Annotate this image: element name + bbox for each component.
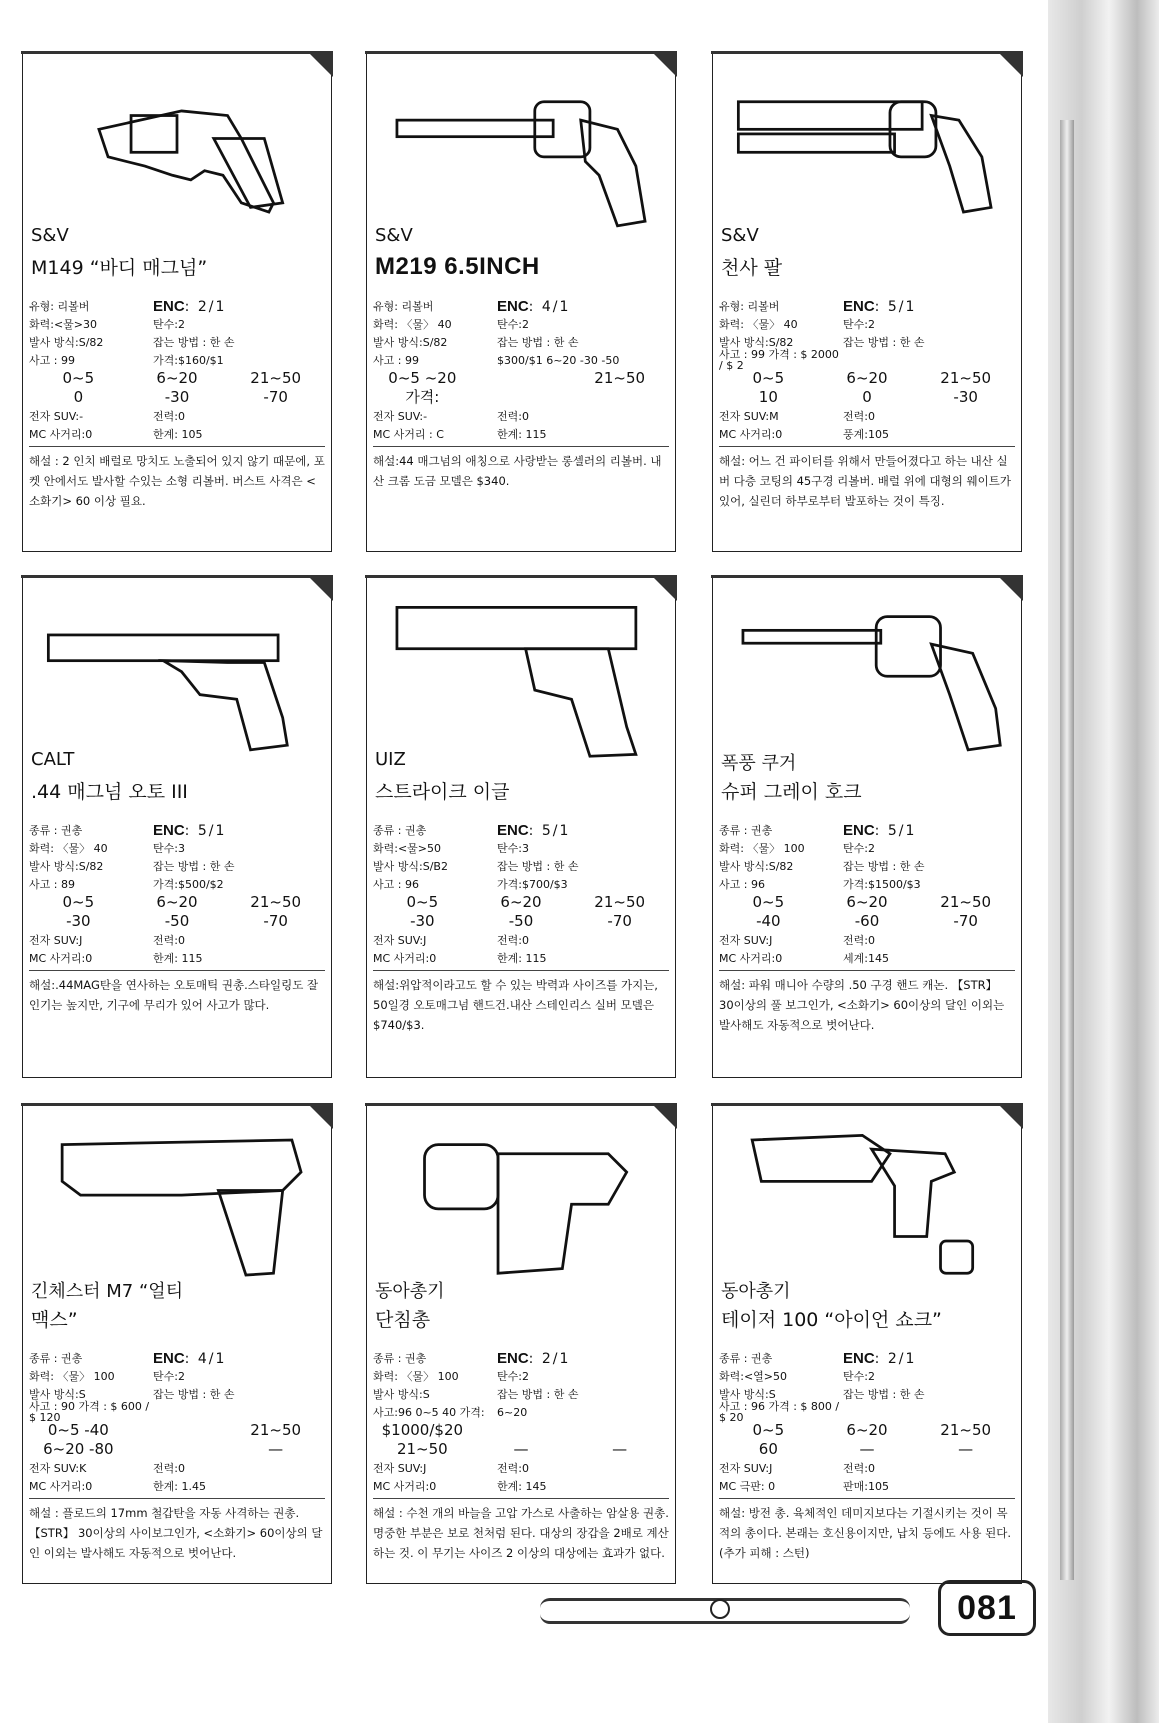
range-val-1: 10 <box>758 388 778 406</box>
range-values <box>719 912 1015 931</box>
enc-value: : 5/1 <box>874 298 917 315</box>
weapon-card <box>712 576 1022 1078</box>
limit: 한계: 145 <box>497 1479 547 1493</box>
grip: 잡는 방법 : 한 손 <box>153 859 235 873</box>
fire-mode: 발사 방식:S/82 <box>29 335 104 349</box>
weapon-description: 해설 : 수천 개의 바늘을 고압 가스로 사출하는 암살용 권총. 명중한 부분은 보로 천처럼 된다. 대상의 장갑을 2배로 계산하는 것. 이 무기는 사이즈 2 이상의 대상에는 효과가 없다. <box>373 1506 669 1560</box>
weapon-ammo: 탄수:3 <box>153 841 185 855</box>
range-val-3: -70 <box>953 912 978 930</box>
range-val-3: -70 <box>607 912 632 930</box>
weapon-name: .44 매그넘 오토 III <box>31 781 188 803</box>
range-val-1: 60 <box>758 1440 778 1458</box>
power-cell: 전력:0 <box>843 1461 875 1475</box>
fire-mode: 발사 방식:S <box>373 1387 430 1401</box>
weapon-name: 테이저 100 “아이언 쇼크” <box>721 1309 942 1331</box>
grip: 잡는 방법 : 한 손 <box>843 1387 925 1401</box>
weapon-description: 해설: 방전 총. 육체적인 데미지보다는 기절시키는 것이 목적의 총이다. 본래는 호신용이지만, 납치 등에도 사용 된다. (추가 피해 : 스턴) <box>719 1506 1012 1560</box>
weapon-ammo: 탄수:2 <box>153 1369 185 1383</box>
weapon-card <box>712 52 1022 552</box>
weapon-illustration <box>723 65 1011 235</box>
power-cell: 전력:0 <box>497 1461 529 1475</box>
range-val-2: 0 <box>862 388 872 406</box>
enc-label: ENC <box>843 1349 875 1367</box>
weapon-maker: S&V <box>31 225 69 246</box>
weapon-stats <box>719 297 1015 511</box>
limit: 한계: 115 <box>497 427 547 441</box>
range-val-3: -70 <box>263 388 288 406</box>
weapon-illustration <box>723 1117 1011 1287</box>
weapon-description: 해설:위압적이라고도 할 수 있는 박력과 사이즈를 가지는, 50일경 오토매그넘 핸드건.내산 스테인리스 실버 모델은 $740/$3. <box>373 978 658 1032</box>
page-edge-bar <box>1060 120 1074 1580</box>
weapon-name: M149 “바디 매그넘” <box>31 257 208 279</box>
grip: 잡는 방법 : 한 손 <box>153 335 235 349</box>
range-head-1: 0~5 <box>62 893 95 911</box>
weapon-type: 종류 : 권총 <box>29 823 83 837</box>
weapon-stats <box>373 1349 669 1563</box>
range-val-1: -30 <box>410 912 435 930</box>
range-values <box>719 388 1015 407</box>
enc-value: : 5/1 <box>874 822 917 839</box>
range-head-1: 0~5 <box>62 369 95 387</box>
range-header <box>373 893 669 912</box>
weapon-maker: S&V <box>375 225 413 246</box>
enc-label: ENC <box>153 821 185 839</box>
range-head-2: 6~20 <box>846 1421 888 1439</box>
limit: 세계:145 <box>843 951 889 965</box>
weapon-power: 화력:<물>50 <box>373 841 442 855</box>
divider <box>719 970 1015 971</box>
weapon-card <box>712 1104 1022 1584</box>
range-head-3: 21~50 <box>940 369 992 387</box>
page-number: 081 <box>938 1580 1036 1636</box>
range-head-2: 6~20 <box>156 893 198 911</box>
range-header <box>373 369 669 388</box>
weapon-illustration <box>377 1117 665 1287</box>
range-values <box>373 1440 669 1459</box>
weapon-card <box>22 1104 332 1584</box>
enc-value: : 4/1 <box>184 1350 227 1367</box>
weapon-description: 해설:44 매그넘의 애칭으로 사랑받는 롱셀러의 리볼버. 내산 크롬 도금 모델은 $340. <box>373 454 662 488</box>
power-cell: 전력:0 <box>843 933 875 947</box>
range-val-3: -30 <box>953 388 978 406</box>
grip: 잡는 방법 : 한 손 <box>843 859 925 873</box>
enc-label: ENC <box>843 821 875 839</box>
weapon-name: 스트라이크 이글 <box>375 781 510 803</box>
range-val-1: -40 <box>756 912 781 930</box>
power-cell: 전력:0 <box>153 409 185 423</box>
weapon-maker: CALT <box>31 749 75 770</box>
range-val-1: 가격: <box>405 388 440 406</box>
grip: 잡는 방법 : 한 손 <box>497 1387 579 1401</box>
weapon-type: 종류 : 권총 <box>29 1351 83 1365</box>
weapon-description: 해설: 어느 건 파이터를 위해서 만들어졌다고 하는 내산 실버 다층 코팅의 45구경 리볼버. 배럴 위에 대형의 웨이트가 있어, 실린더 하부로부터 발포하는 것이 특징. <box>719 454 1011 508</box>
power-cell: 전력:0 <box>153 1461 185 1475</box>
weapon-illustration <box>33 65 321 235</box>
enc-label: ENC <box>497 297 529 315</box>
fire-mode: 발사 방식:S/82 <box>29 859 104 873</box>
range-header <box>29 893 325 912</box>
range-head-1: 0~5 <box>406 893 439 911</box>
range-head-3: 21~50 <box>594 893 646 911</box>
electronic-suv: 전자 SUV:J <box>719 1461 773 1475</box>
mc-range: MC 극판: 0 <box>719 1479 776 1493</box>
range-head-1: 0~5 <box>752 893 785 911</box>
weapon-type: 종류 : 권총 <box>719 1351 773 1365</box>
range-val-2: — <box>859 1440 875 1458</box>
enc-label: ENC <box>153 297 185 315</box>
power-cell: 전력:0 <box>497 933 529 947</box>
weapon-power: 화력: 〈물〉 100 <box>373 1369 459 1383</box>
price: $300/$1 6~20 -30 -50 <box>497 353 620 367</box>
range-val-2: -50 <box>508 912 534 930</box>
electronic-suv: 전자 SUV:- <box>29 409 84 423</box>
accident: 사고 : 96 가격 : $ 800 / $ 20 <box>719 1400 840 1424</box>
range-val-1: 0 <box>73 388 84 406</box>
price: 가격:$500/$2 <box>153 877 224 891</box>
range-head-3: 21~50 <box>940 893 992 911</box>
electronic-suv: 전자 SUV:J <box>29 933 83 947</box>
range-head-1: 0~5 <box>752 1421 785 1439</box>
weapon-ammo: 탄수:2 <box>843 841 875 855</box>
enc-value: : 2/1 <box>874 1350 917 1367</box>
fire-mode: 발사 방식:S/82 <box>719 859 794 873</box>
weapon-description: 해설: 파워 매니아 수량의 .50 구경 핸드 캐논. 【STR】 30이상의 풀 보그인가, <소화기> 60이상의 달인 이외는 발사해도 자동적으로 벗어난다. <box>719 978 1005 1032</box>
divider <box>29 970 325 971</box>
range-head-1: 0~5 -40 <box>47 1421 109 1439</box>
divider <box>719 446 1015 447</box>
range-head-1: 0~5 <box>752 369 785 387</box>
weapon-name: M219 6.5INCH <box>375 253 540 280</box>
limit: 한계: 115 <box>497 951 547 965</box>
weapon-stats <box>29 297 325 511</box>
weapon-description: 해설 : 2 인치 배럴로 망치도 노출되어 있지 않기 때문에, 포켓 안에서도 발사할 수있는 소형 리볼버. 버스트 사격은 < 소화기> 60 이상 필요. <box>29 454 325 508</box>
weapon-power: 화력:<물>30 <box>29 317 98 331</box>
footer-dot-icon <box>710 1599 730 1619</box>
accident: 사고 : 99 가격 : $ 2000 / $ 2 <box>719 348 839 372</box>
weapon-stats <box>719 821 1015 1035</box>
fire-mode: 발사 방식:S/82 <box>719 335 794 349</box>
electronic-suv: 전자 SUV:- <box>373 409 428 423</box>
weapon-maker: S&V <box>721 225 759 246</box>
weapon-ammo: 탄수:2 <box>497 317 529 331</box>
weapon-stats <box>29 1349 325 1563</box>
weapon-power: 화력: 〈물〉 40 <box>719 317 798 331</box>
weapon-type: 종류 : 권총 <box>373 1351 427 1365</box>
accident: 사고 : 96 <box>719 877 765 891</box>
weapon-type: 종류 : 권총 <box>373 823 427 837</box>
price: 가격:$160/$1 <box>153 353 224 367</box>
range-head-3: 21~50 <box>594 369 646 387</box>
range-head-1: $1000/$20 <box>381 1421 464 1439</box>
range-header <box>29 369 325 388</box>
range-val-2: -50 <box>164 912 190 930</box>
range-values <box>29 912 325 931</box>
range-val-1: 21~50 <box>396 1440 448 1458</box>
electronic-suv: 전자 SUV:K <box>29 1461 87 1475</box>
weapon-stats <box>373 821 669 1035</box>
fire-mode: 발사 방식:S <box>29 1387 86 1401</box>
electronic-suv: 전자 SUV:J <box>373 933 427 947</box>
range-header <box>373 1421 669 1440</box>
range-head-3: 21~50 <box>250 369 302 387</box>
limit: 한계: 115 <box>153 951 203 965</box>
fire-mode: 발사 방식:S/B2 <box>373 859 448 873</box>
fire-mode: 발사 방식:S <box>719 1387 776 1401</box>
divider <box>29 446 325 447</box>
weapon-maker: 긴체스터 M7 “얼티 <box>31 1281 184 1302</box>
enc-value: : 2/1 <box>184 298 227 315</box>
weapon-stats <box>29 821 325 1015</box>
limit: 판매:105 <box>843 1479 889 1493</box>
range-head-2: 6~20 <box>846 369 888 387</box>
electronic-suv: 전자 SUV:J <box>373 1461 427 1475</box>
weapon-power: 화력: 〈물〉 100 <box>29 1369 115 1383</box>
weapon-stats <box>719 1349 1015 1563</box>
range-val-2: -30 <box>164 388 190 406</box>
limit: 풍계:105 <box>843 427 889 441</box>
range-head-2: 6~20 <box>500 893 542 911</box>
mc-range: MC 사거리 : C <box>373 427 444 441</box>
divider <box>373 1498 669 1499</box>
weapon-ammo: 탄수:2 <box>843 1369 875 1383</box>
mc-range: MC 사거리:0 <box>29 427 93 441</box>
range-val-3: — <box>612 1440 628 1458</box>
range-head-2: 6~20 <box>846 893 888 911</box>
weapon-name: 단침총 <box>375 1309 431 1331</box>
weapon-ammo: 탄수:2 <box>497 1369 529 1383</box>
weapon-type: 유형: 리볼버 <box>719 299 780 313</box>
electronic-suv: 전자 SUV:J <box>719 933 773 947</box>
range-values <box>29 1440 325 1459</box>
power-cell: 전력:0 <box>497 409 529 423</box>
accident: 사고 : 90 가격 : $ 600 / $ 120 <box>29 1400 150 1424</box>
range-val-3: -70 <box>263 912 288 930</box>
range-val-1: 6~20 -80 <box>43 1440 114 1458</box>
accident: 사고 : 99 <box>373 353 419 367</box>
range-values <box>29 388 325 407</box>
mc-range: MC 사거리:0 <box>719 427 783 441</box>
weapon-name: 맥스” <box>31 1309 78 1331</box>
range-header <box>719 1421 1015 1440</box>
enc-value: : 5/1 <box>528 822 571 839</box>
weapon-power: 화력: 〈물〉 100 <box>719 841 805 855</box>
weapon-maker: 폭풍 쿠거 <box>721 753 797 774</box>
enc-value: : 2/1 <box>528 1350 571 1367</box>
mc-range: MC 사거리:0 <box>29 1479 93 1493</box>
mc-range: MC 사거리:0 <box>373 951 437 965</box>
weapon-power: 화력:<열>50 <box>719 1369 788 1383</box>
range-val-3: — <box>268 1440 284 1458</box>
weapon-card <box>366 576 676 1078</box>
weapon-power: 화력: 〈물〉 40 <box>373 317 452 331</box>
weapon-name: 슈퍼 그레이 호크 <box>721 781 862 803</box>
range-head-1: 0~5 ~20 <box>388 369 457 387</box>
weapon-illustration <box>33 589 321 759</box>
mc-range: MC 사거리:0 <box>373 1479 437 1493</box>
divider <box>373 446 669 447</box>
range-val-2: — <box>513 1440 529 1458</box>
range-head-3: 21~50 <box>250 893 302 911</box>
enc-value: : 5/1 <box>184 822 227 839</box>
weapon-maker: 동아총기 <box>721 1281 791 1302</box>
enc-label: ENC <box>497 821 529 839</box>
grip: 잡는 방법 : 한 손 <box>153 1387 235 1401</box>
range-values <box>719 1440 1015 1459</box>
range-header <box>29 1421 325 1440</box>
divider <box>373 970 669 971</box>
power-cell: 전력:0 <box>153 933 185 947</box>
weapon-description: 해설:.44MAG탄을 연사하는 오토매틱 권총.스타일링도 잘 인기는 높지만, 기구에 무리가 있어 사고가 많다. <box>29 978 319 1012</box>
weapon-card <box>22 52 332 552</box>
divider <box>29 1498 325 1499</box>
weapon-type: 종류 : 권총 <box>719 823 773 837</box>
weapon-illustration <box>723 589 1011 759</box>
mc-range: MC 사거리:0 <box>719 951 783 965</box>
range-val-2: -60 <box>854 912 880 930</box>
divider <box>719 1498 1015 1499</box>
weapon-illustration <box>377 65 665 235</box>
limit: 한계: 1.45 <box>153 1479 206 1493</box>
weapon-ammo: 탄수:2 <box>843 317 875 331</box>
weapon-illustration <box>33 1117 321 1287</box>
enc-label: ENC <box>843 297 875 315</box>
footer-bar <box>540 1598 910 1624</box>
enc-label: ENC <box>153 1349 185 1367</box>
electronic-suv: 전자 SUV:M <box>719 409 779 423</box>
range-head-3: 21~50 <box>250 1421 302 1439</box>
price: 가격:$700/$3 <box>497 877 568 891</box>
price: 6~20 <box>497 1405 528 1419</box>
weapon-maker: UIZ <box>375 749 406 770</box>
range-values <box>373 388 669 407</box>
range-val-1: -30 <box>66 912 91 930</box>
limit: 한계: 105 <box>153 427 203 441</box>
range-head-3: 21~50 <box>940 1421 992 1439</box>
weapon-card <box>366 52 676 552</box>
weapon-power: 화력: 〈물〉 40 <box>29 841 108 855</box>
power-cell: 전력:0 <box>843 409 875 423</box>
fire-mode: 발사 방식:S/82 <box>373 335 448 349</box>
weapon-name: 천사 팔 <box>721 257 783 279</box>
weapon-ammo: 탄수:2 <box>153 317 185 331</box>
weapon-ammo: 탄수:3 <box>497 841 529 855</box>
enc-label: ENC <box>497 1349 529 1367</box>
range-header <box>719 893 1015 912</box>
accident: 사고:96 0~5 40 가격: <box>373 1405 485 1419</box>
range-val-3: — <box>958 1440 974 1458</box>
weapon-stats <box>373 297 669 491</box>
weapon-maker: 동아총기 <box>375 1281 445 1302</box>
grip: 잡는 방법 : 한 손 <box>843 335 925 349</box>
range-header <box>719 369 1015 388</box>
grip: 잡는 방법 : 한 손 <box>497 859 579 873</box>
accident: 사고 : 89 <box>29 877 75 891</box>
range-values <box>373 912 669 931</box>
enc-value: : 4/1 <box>528 298 571 315</box>
range-head-2: 6~20 <box>156 369 198 387</box>
weapon-type: 유형: 리볼버 <box>373 299 434 313</box>
weapon-illustration <box>377 589 665 759</box>
accident: 사고 : 96 <box>373 877 419 891</box>
price: 가격:$1500/$3 <box>843 877 921 891</box>
weapon-card <box>366 1104 676 1584</box>
grip: 잡는 방법 : 한 손 <box>497 335 579 349</box>
mc-range: MC 사거리:0 <box>29 951 93 965</box>
weapon-card <box>22 576 332 1078</box>
weapon-type: 유형: 리볼버 <box>29 299 90 313</box>
accident: 사고 : 99 <box>29 353 75 367</box>
weapon-description: 해설 : 플로드의 17mm 철갑탄을 자동 사격하는 권총. 【STR】 30이상의 사이보그인가, <소화기> 60이상의 달인 이외는 발사해도 자동적으로 벗어난다. <box>29 1506 323 1560</box>
